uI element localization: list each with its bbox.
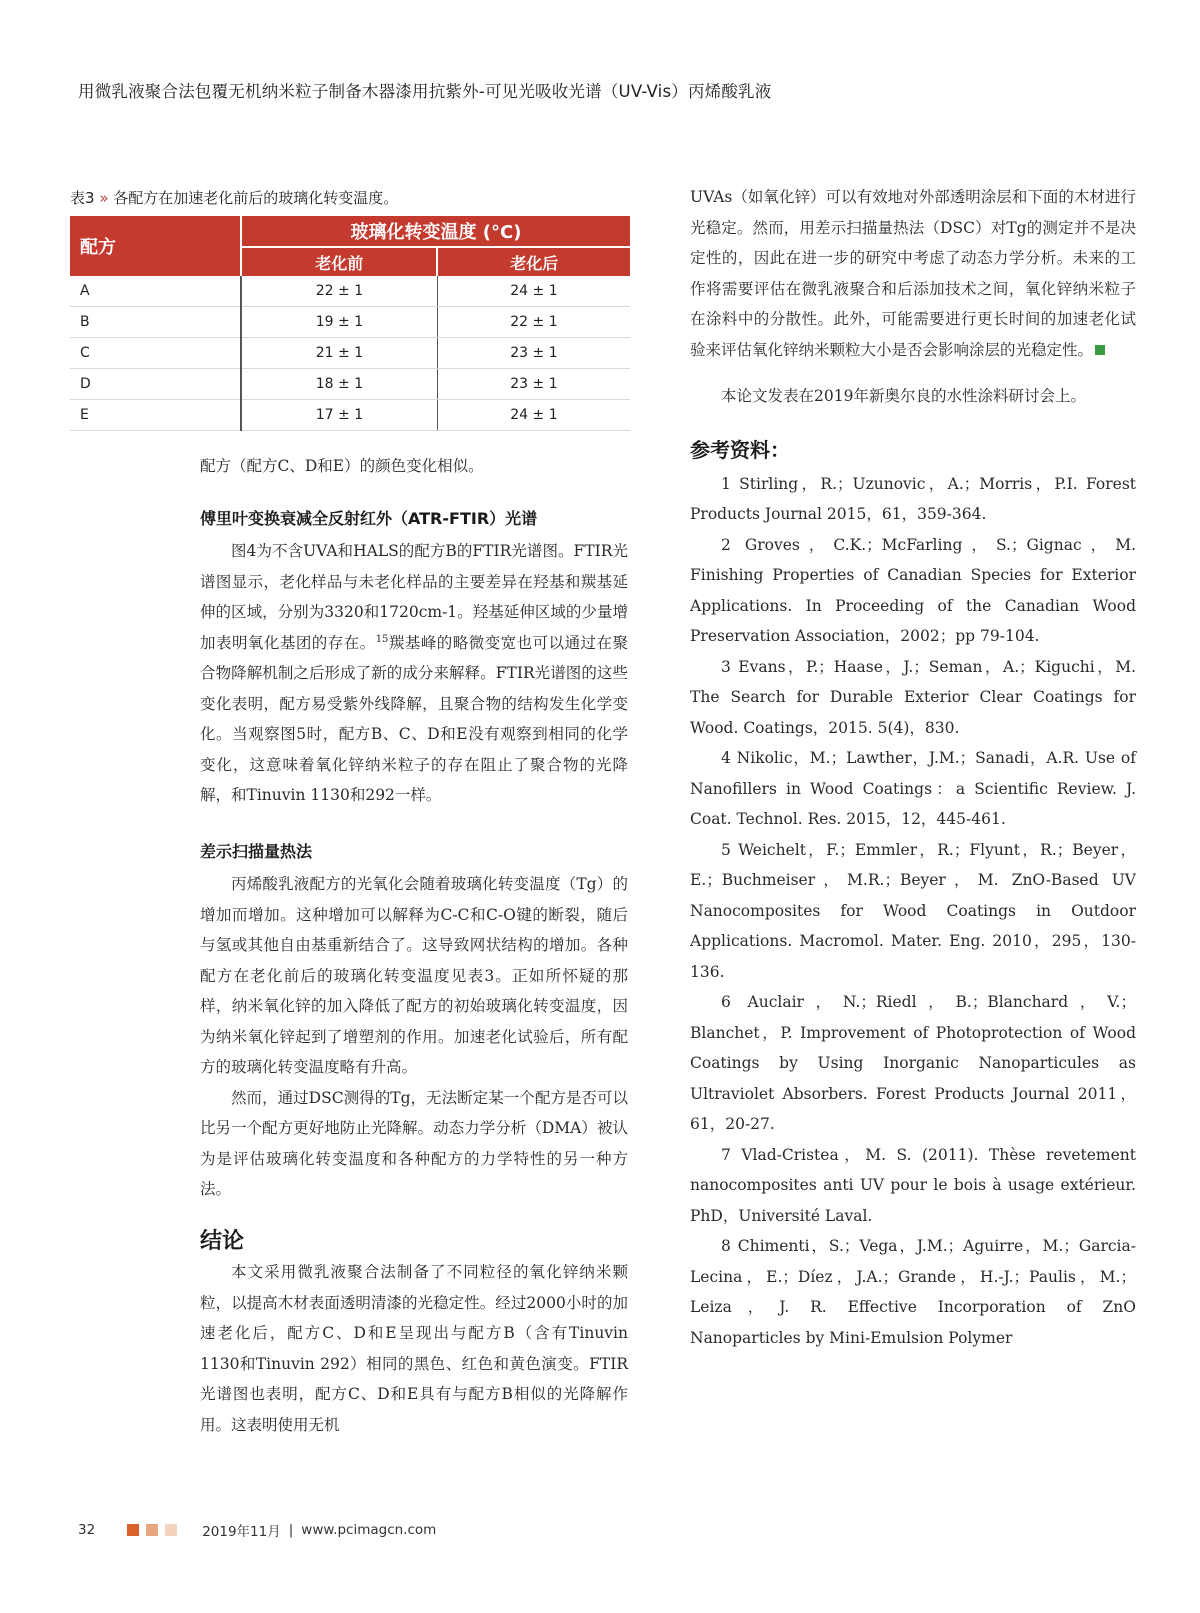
reference-item: 4 Nikolic，M.；Lawther，J.M.；Sanadi，A.R. Use of Nanofillers in Wood Coatings：a Scientific Review. J. Coat. Technol. Res. 2015，12，445-461. bbox=[690, 749, 1136, 828]
page-footer bbox=[78, 1520, 436, 1540]
footer-separator: | bbox=[288, 1522, 294, 1538]
reference-item: 2 Groves，C.K.；McFarling，S.；Gignac，M. Finishing Properties of Canadian Species for Exterior Applications. In Proceeding of the Canadian Wood Preservation Association，2002；pp 79-104. bbox=[690, 535, 1136, 645]
conclusion-paragraph: 本文采用微乳液聚合法制备了不同粒径的氧化锌纳米颗粒，以提高木材表面透明清漆的光稳定性。经过2000小时的加速老化后，配方C、D和E呈现出与配方B（含有Tinuvin 1130和Tinuvin 292）相同的黑色、红色和黄色演变。FTIR光谱图也表明，配方C、D和E具有与配方B相似的光降解作用。这表明使用无机 bbox=[200, 1263, 628, 1434]
citation-15: 15 bbox=[375, 633, 389, 645]
page-number: 32 bbox=[78, 1522, 96, 1538]
table-cell-formula: D bbox=[70, 369, 241, 400]
table-cell-formula: A bbox=[70, 276, 241, 307]
references-heading: 参考资料： bbox=[690, 437, 790, 462]
intro-line: 配方（配方C、D和E）的颜色变化相似。 bbox=[200, 457, 484, 475]
table-cell-formula: E bbox=[70, 400, 241, 431]
table-cell-formula: C bbox=[70, 338, 241, 369]
reference-item: 6 Auclair，N.；Riedl，B.；Blanchard，V.；Blanchet，P. Improvement of Photoprotection of Wood Coatings by Using Inorganic Nanoparticules as Ultraviolet Absorbers. Forest Products Journal 2011，61，20-27. bbox=[690, 993, 1136, 1133]
end-mark-icon bbox=[1095, 345, 1105, 355]
footer-square-1-icon bbox=[127, 1524, 139, 1536]
reference-item: 5 Weichelt，F.；Emmler，R.；Flyunt，R.；Beyer，E.；Buchmeiser，M.R.；Beyer，M. ZnO-Based UV Nanocomposites for Wood Coatings in Outdoor Applications. Macromol. Mater. Eng. 2010，295，130-136. bbox=[690, 840, 1136, 981]
table-cell-before: 19 ± 1 bbox=[241, 307, 437, 338]
table-cell-after: 22 ± 1 bbox=[437, 307, 630, 338]
table-row bbox=[70, 307, 630, 338]
table3-col-after: 老化后 bbox=[437, 247, 630, 276]
reference-item: 3 Evans，P.；Haase，J.；Seman，A.；Kiguchi，M. The Search for Durable Exterior Clear Coatings for Wood. Coatings，2015. 5(4)，830. bbox=[690, 657, 1136, 737]
table-row bbox=[70, 276, 630, 307]
left-column bbox=[70, 187, 630, 1440]
table-row bbox=[70, 369, 630, 400]
reference-item: 7 Vlad-Cristea，M. S. (2011). Thèse revetement nanocomposites anti UV pour le bois à usage extérieur. PhD，Université Laval. bbox=[690, 1145, 1136, 1225]
table-cell-before: 21 ± 1 bbox=[241, 338, 437, 369]
table-row bbox=[70, 400, 630, 431]
footer-square-3-icon bbox=[165, 1524, 177, 1536]
ftir-text-a: 图4为不含UVA和HALS的配方B的FTIR光谱图。FTIR光谱图显示，老化样品与未老化样品的主要差异在羟基和羰基延伸的区域，分别为3320和1720cm-1。羟基延伸区域的少量增加表明氧化基团的存在。 bbox=[200, 542, 628, 652]
table3 bbox=[70, 216, 630, 431]
dsc-paragraph-2: 然而，通过DSC测得的Tg，无法断定某一个配方是否可以比另一个配方更好地防止光降解。动态力学分析（DMA）被认为是评估玻璃化转变温度和各种配方的力学特性的另一种方法。 bbox=[200, 1088, 628, 1198]
conclusion-heading: 结论 bbox=[200, 1228, 245, 1254]
table-row bbox=[70, 338, 630, 369]
table-cell-after: 24 ± 1 bbox=[437, 276, 630, 307]
conclusion-continued-text: UVAs（如氧化锌）可以有效地对外部透明涂层和下面的木材进行光稳定。然而，用差示扫描量热法（DSC）对Tg的测定并不是决定性的，因此在进一步的研究中考虑了动态力学分析。未来的工作将需要评估在微乳液聚合和后添加技术之间，氧化锌纳米粒子在涂料中的分散性。此外，可能需要进行更长时间的加速老化试验来评估氧化锌纳米颗粒大小是否会影响涂层的光稳定性。 bbox=[690, 188, 1136, 359]
conclusion-continued bbox=[690, 182, 1136, 365]
table-cell-after: 23 ± 1 bbox=[437, 369, 630, 400]
right-column bbox=[690, 182, 1136, 1353]
running-title: 用微乳液聚合法包覆无机纳米粒子制备木器漆用抗紫外-可见光吸收光谱（UV-Vis）丙烯酸乳液 bbox=[78, 82, 772, 101]
table3-marker: » bbox=[99, 189, 109, 207]
table3-col-formula: 配方 bbox=[70, 216, 241, 276]
table-cell-before: 18 ± 1 bbox=[241, 369, 437, 400]
table-cell-before: 22 ± 1 bbox=[241, 276, 437, 307]
table3-col-group: 玻璃化转变温度 (°C) bbox=[241, 216, 630, 247]
footer-square-2-icon bbox=[146, 1524, 158, 1536]
left-body bbox=[200, 451, 628, 1440]
table3-col-before: 老化前 bbox=[241, 247, 437, 276]
issue-date: 2019年11月 bbox=[202, 1524, 281, 1540]
publication-note: 本论文发表在2019年新奥尔良的水性涂料研讨会上。 bbox=[721, 387, 1086, 405]
table-cell-after: 24 ± 1 bbox=[437, 400, 630, 431]
table3-caption bbox=[70, 187, 630, 208]
references-list bbox=[690, 469, 1136, 1354]
table-cell-formula: B bbox=[70, 307, 241, 338]
ftir-heading: 傅里叶变换衰减全反射红外（ATR-FTIR）光谱 bbox=[200, 508, 538, 528]
reference-item: 8 Chimenti，S.；Vega，J.M.；Aguirre，M.；Garcia-Lecina，E.；Díez，J.A.；Grande，H.-J.；Paulis，M.；Leiza，J. R. Effective Incorporation of ZnO Nanoparticles by Mini-Emulsion Polymer bbox=[690, 1237, 1136, 1347]
ftir-text-b: 羰基峰的略微变宽也可以通过在聚合物降解机制之后形成了新的成分来解释。FTIR光谱图的这些变化表明，配方易受紫外线降解，且聚合物的结构发生化学变化。当观察图5时，配方B、C、D和E没有观察到相同的化学变化，这意味着氧化锌纳米粒子的存在阻止了聚合物的光降解，和Tinuvin 1130和292一样。 bbox=[200, 633, 628, 804]
dsc-heading: 差示扫描量热法 bbox=[200, 841, 313, 861]
table-cell-after: 23 ± 1 bbox=[437, 338, 630, 369]
table3-caption-text: 各配方在加速老化前后的玻璃化转变温度。 bbox=[113, 189, 399, 207]
table3-label: 表3 bbox=[70, 189, 95, 207]
website-url: www.pcimagcn.com bbox=[301, 1522, 437, 1538]
ftir-paragraph bbox=[200, 536, 628, 811]
dsc-paragraph-1: 丙烯酸乳液配方的光氧化会随着玻璃化转变温度（Tg）的增加而增加。这种增加可以解释为C-C和C-O键的断裂，随后与氢或其他自由基重新结合了。这导致网状结构的增加。各种配方在老化前后的玻璃化转变温度见表3。正如所怀疑的那样，纳米氧化锌的加入降低了配方的初始玻璃化转变温度，因为纳米氧化锌起到了增塑剂的作用。加速老化试验后，所有配方的玻璃化转变温度略有升高。 bbox=[200, 875, 628, 1076]
table-cell-before: 17 ± 1 bbox=[241, 400, 437, 431]
reference-item: 1 Stirling，R.；Uzunovic，A.；Morris，P.I. Forest Products Journal 2015，61，359-364. bbox=[690, 474, 1136, 523]
